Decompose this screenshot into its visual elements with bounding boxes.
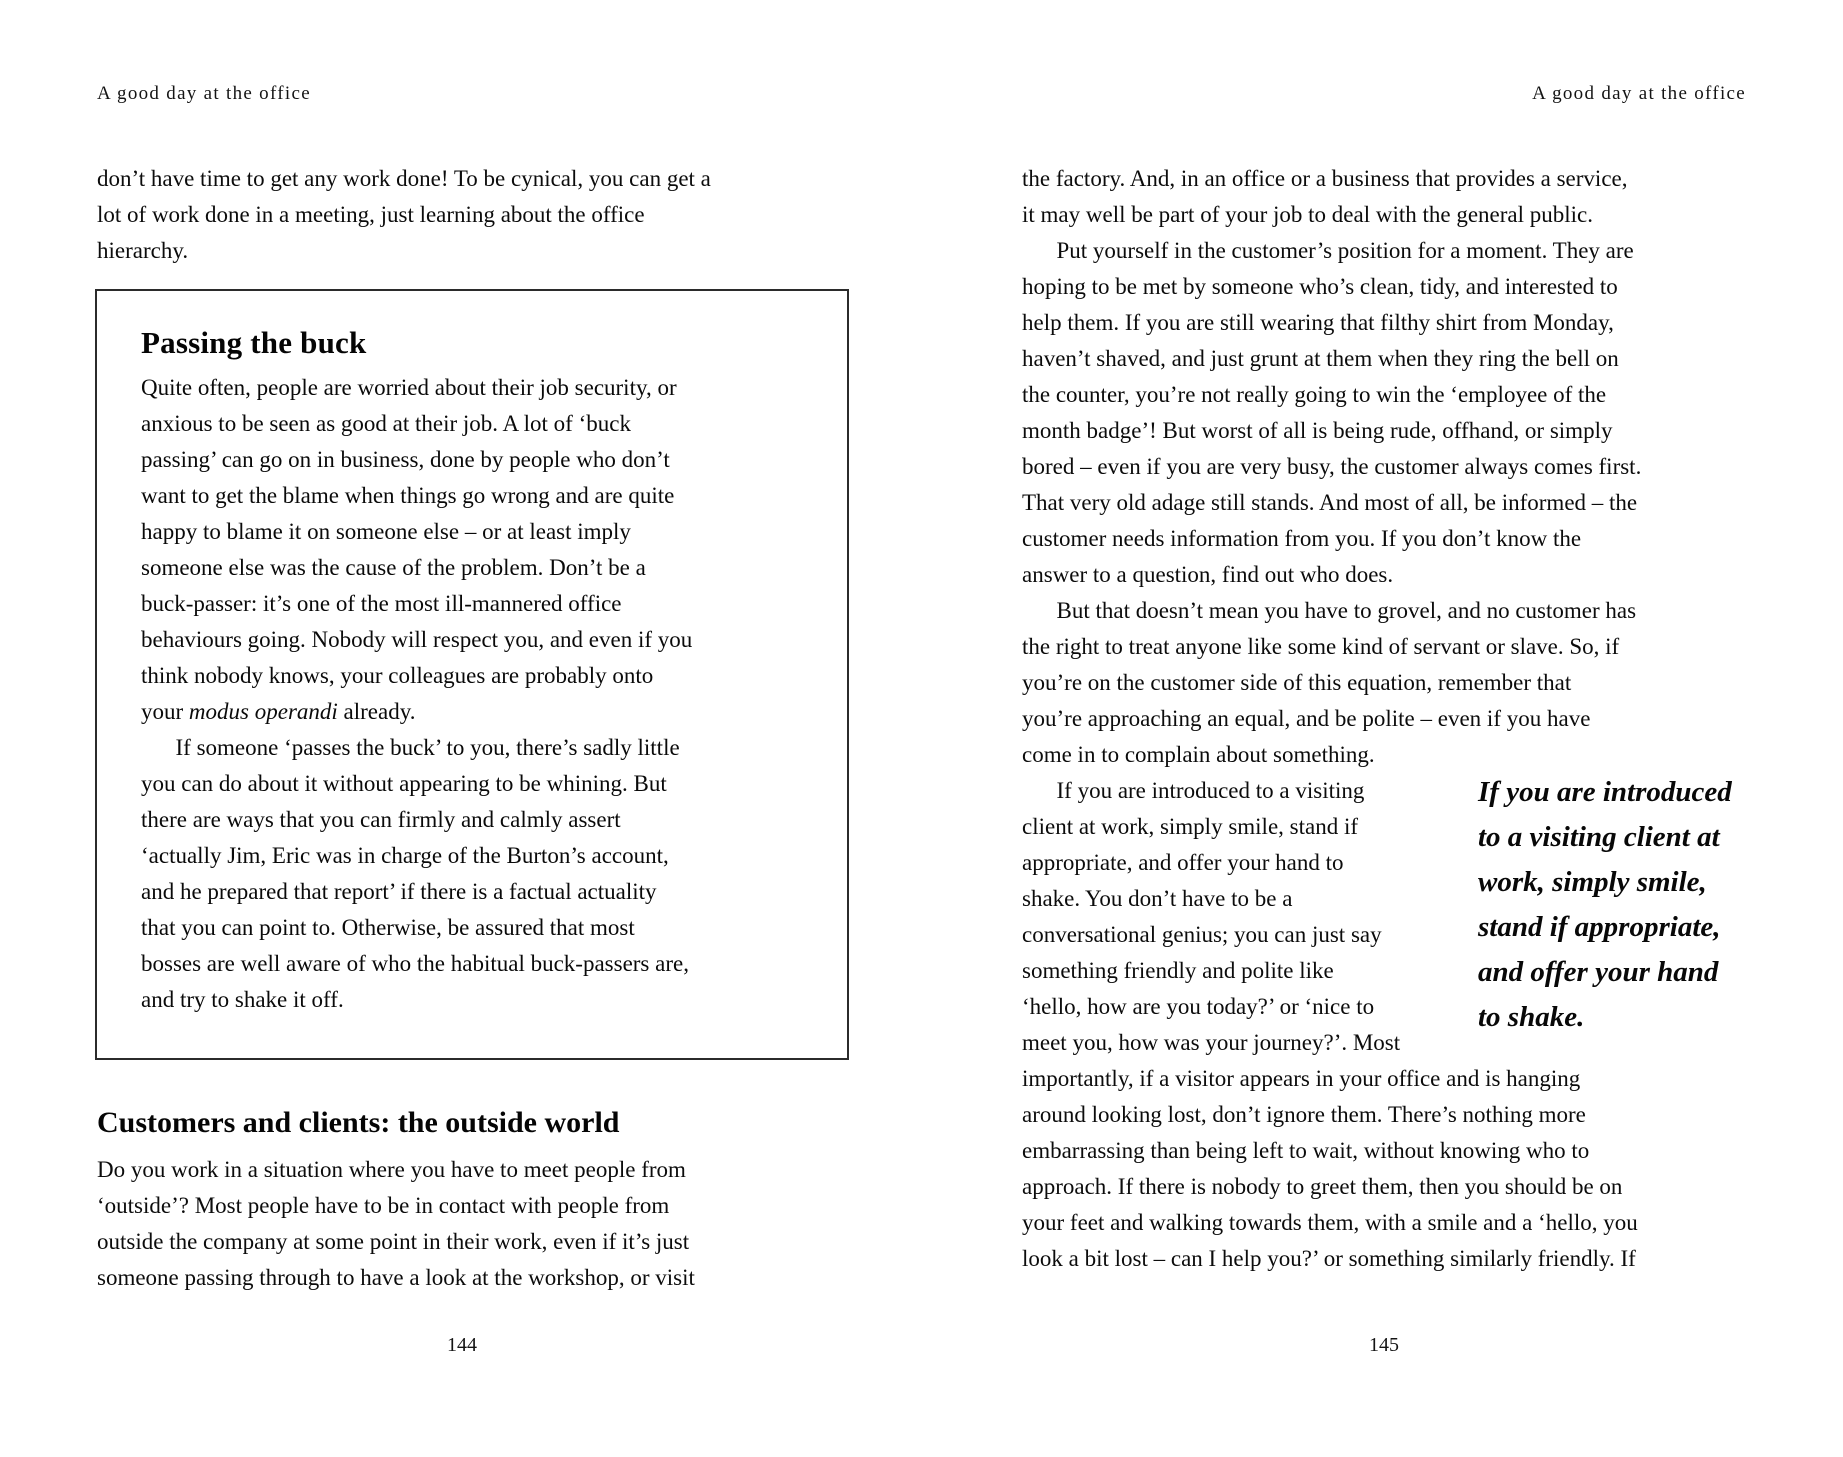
page-number-right: 145 (1369, 1334, 1399, 1356)
text-line: month badge’! But worst of all is being rude, offhand, or simply (1022, 418, 1613, 443)
running-head-right: A good day at the office (1532, 83, 1746, 104)
text-line: and try to shake it off. (141, 987, 344, 1012)
text-line: Do you work in a situation where you have to meet people from (97, 1157, 686, 1182)
text-line: you can do about it without appearing to be whining. But (141, 771, 667, 796)
text-line: happy to blame it on someone else – or at least imply (141, 519, 631, 544)
box-title: Passing the buck (141, 325, 367, 360)
text-line: your modus operandi already. (141, 699, 416, 724)
text-line: look a bit lost – can I help you?’ or something similarly friendly. If (1022, 1246, 1636, 1271)
text-line: Put yourself in the customer’s position for a moment. They are (1022, 238, 1634, 263)
text-line: conversational genius; you can just say (1022, 922, 1382, 947)
text-line: meet you, how was your journey?’. Most (1022, 1030, 1401, 1055)
text-line: come in to complain about something. (1022, 742, 1375, 767)
text-line: your feet and walking towards them, with a smile and a ‘hello, you (1022, 1210, 1638, 1235)
text-line: hoping to be met by someone who’s clean, tidy, and interested to (1022, 274, 1618, 299)
running-head-left: A good day at the office (97, 83, 311, 104)
text-line: the factory. And, in an office or a business that provides a service, (1022, 166, 1628, 191)
text-line: and offer your hand (1478, 956, 1719, 988)
intro-paragraph (97, 161, 711, 269)
text-line: That very old adage still stands. And most of all, be informed – the (1022, 490, 1638, 515)
text-line: client at work, simply smile, stand if (1022, 814, 1359, 839)
text-line: ‘hello, how are you today?’ or ‘nice to (1022, 994, 1375, 1019)
section-paragraph (97, 1152, 695, 1296)
text-line: haven’t shaved, and just grunt at them when they ring the bell on (1022, 346, 1619, 371)
text-line: think nobody knows, your colleagues are probably onto (141, 663, 654, 688)
section-heading: Customers and clients: the outside world (97, 1106, 620, 1139)
text-line: to a visiting client at (1478, 821, 1720, 853)
text-line: work, simply smile, (1478, 866, 1707, 898)
text-line: anxious to be seen as good at their job. A lot of ‘buck (141, 411, 631, 436)
text-line: someone else was the cause of the problem. Don’t be a (141, 555, 646, 580)
text-line: there are ways that you can firmly and calmly assert (141, 807, 621, 832)
text-line: want to get the blame when things go wrong and are quite (141, 483, 675, 508)
page-number-left: 144 (447, 1334, 477, 1356)
text-line: stand if appropriate, (1478, 911, 1721, 943)
text-line: bosses are well aware of who the habitual buck-passers are, (141, 951, 689, 976)
text-line: embarrassing than being left to wait, without knowing who to (1022, 1138, 1590, 1163)
text-line: behaviours going. Nobody will respect you, and even if you (141, 627, 693, 652)
text-line: appropriate, and offer your hand to (1022, 850, 1344, 875)
text-line: If you are introduced (1478, 776, 1732, 808)
text-line: don’t have time to get any work done! To be cynical, you can get a (97, 166, 711, 191)
text-line: that you can point to. Otherwise, be assured that most (141, 915, 635, 940)
text-line: something friendly and polite like (1022, 958, 1334, 983)
text-line: If someone ‘passes the buck’ to you, there’s sadly little (141, 735, 680, 760)
text-line: ‘outside’? Most people have to be in contact with people from (97, 1193, 670, 1218)
text-line: the right to treat anyone like some kind of servant or slave. So, if (1022, 634, 1620, 659)
text-line: you’re on the customer side of this equation, remember that (1022, 670, 1572, 695)
pull-quote (1478, 770, 1818, 1040)
text-line: passing’ can go on in business, done by people who don’t (141, 447, 670, 472)
text-line: you’re approaching an equal, and be polite – even if you have (1022, 706, 1591, 731)
text-line: buck-passer: it’s one of the most ill-mannered office (141, 591, 622, 616)
text-line: lot of work done in a meeting, just learning about the office (97, 202, 645, 227)
right-body-bottom (1022, 1061, 1638, 1277)
right-body-top (1022, 161, 1641, 773)
text-line: ‘actually Jim, Eric was in charge of the Burton’s account, (141, 843, 669, 868)
text-line: someone passing through to have a look at the workshop, or visit (97, 1265, 695, 1290)
text-line: But that doesn’t mean you have to grovel, and no customer has (1022, 598, 1637, 623)
text-line: If you are introduced to a visiting (1022, 778, 1365, 803)
passing-the-buck-box (95, 289, 849, 1060)
box-body-text (141, 370, 847, 1018)
text-line: to shake. (1478, 1001, 1585, 1033)
right-body-wrapped-column (1022, 773, 1400, 1061)
text-line: approach. If there is nobody to greet them, then you should be on (1022, 1174, 1623, 1199)
text-line: hierarchy. (97, 238, 189, 263)
text-line: the counter, you’re not really going to win the ‘employee of the (1022, 382, 1607, 407)
text-line: bored – even if you are very busy, the customer always comes first. (1022, 454, 1642, 479)
text-line: importantly, if a visitor appears in your office and is hanging (1022, 1066, 1581, 1091)
text-line: outside the company at some point in their work, even if it’s just (97, 1229, 690, 1254)
text-line: it may well be part of your job to deal with the general public. (1022, 202, 1594, 227)
text-line: shake. You don’t have to be a (1022, 886, 1293, 911)
text-line: customer needs information from you. If you don’t know the (1022, 526, 1582, 551)
text-line: answer to a question, find out who does. (1022, 562, 1394, 587)
text-line: around looking lost, don’t ignore them. There’s nothing more (1022, 1102, 1586, 1127)
text-line: Quite often, people are worried about their job security, or (141, 375, 677, 400)
text-line: help them. If you are still wearing that filthy shirt from Monday, (1022, 310, 1614, 335)
text-line: and he prepared that report’ if there is a factual actuality (141, 879, 657, 904)
